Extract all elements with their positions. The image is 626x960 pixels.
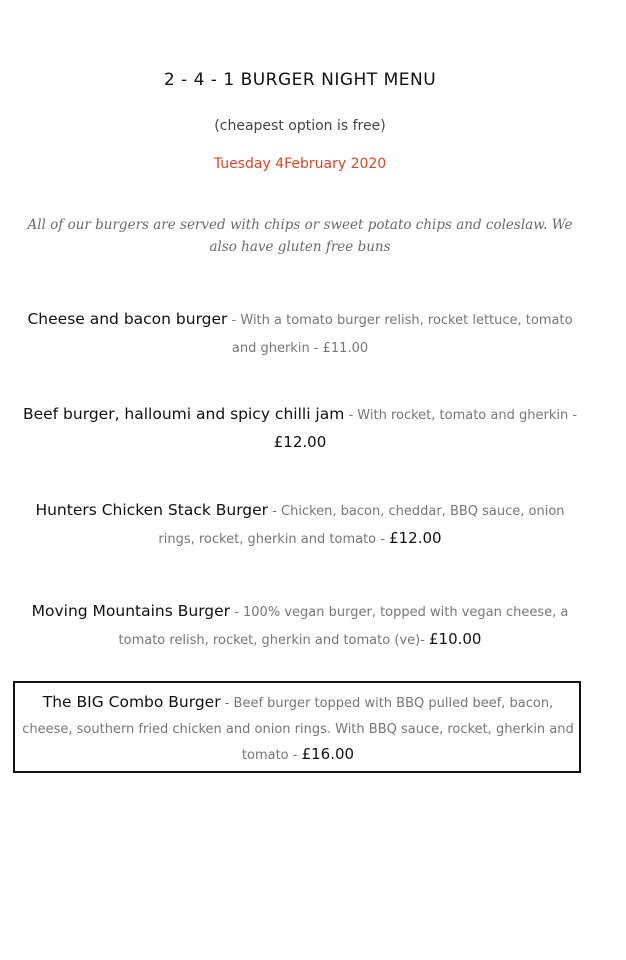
item-description: - Beef burger topped with BBQ pulled beef, bacon, cheese, southern fried chicken and onion rings. With BBQ sauce, rocket, gherkin and tomato - [22,696,574,763]
menu-intro: All of our burgers are served with chips or sweet potato chips and coleslaw. We also have gluten free buns [27,217,573,255]
item-name: Moving Mountains Burger [31,602,231,620]
item-description: - Chicken, bacon, cheddar, BBQ sauce, onion rings, rocket, gherkin and tomato - [158,504,565,547]
item-name: Hunters Chicken Stack Burger [35,501,269,519]
menu-item-beef-halloumi [15,401,585,455]
menu-date: Tuesday 4February 2020 [213,156,387,172]
item-description: - With a tomato burger relish, rocket lettuce, tomato and gherkin - £11.00 [227,313,573,356]
menu-item-hunters-chicken [20,497,580,553]
item-price: £16.00 [301,745,355,763]
item-price: £12.00 [389,529,442,547]
item-price: £12.00 [273,433,327,451]
item-description: - 100% vegan burger, topped with vegan cheese, a tomato relish, rocket, gherkin and tomato (ve)- [118,605,569,648]
item-name: Cheese and bacon burger [27,310,228,328]
menu-item-moving-mountains [20,598,580,654]
menu-title: 2 - 4 - 1 BURGER NIGHT MENU [163,70,437,90]
menu-subtitle: (cheapest option is free) [214,118,386,134]
item-description: - With rocket, tomato and gherkin - [344,408,578,423]
item-name: Beef burger, halloumi and spicy chilli jam [22,405,345,423]
item-name: The BIG Combo Burger [42,693,221,711]
menu-item-cheese-bacon [20,306,580,362]
menu-item-big-combo [18,690,578,768]
item-price: £10.00 [428,630,482,648]
